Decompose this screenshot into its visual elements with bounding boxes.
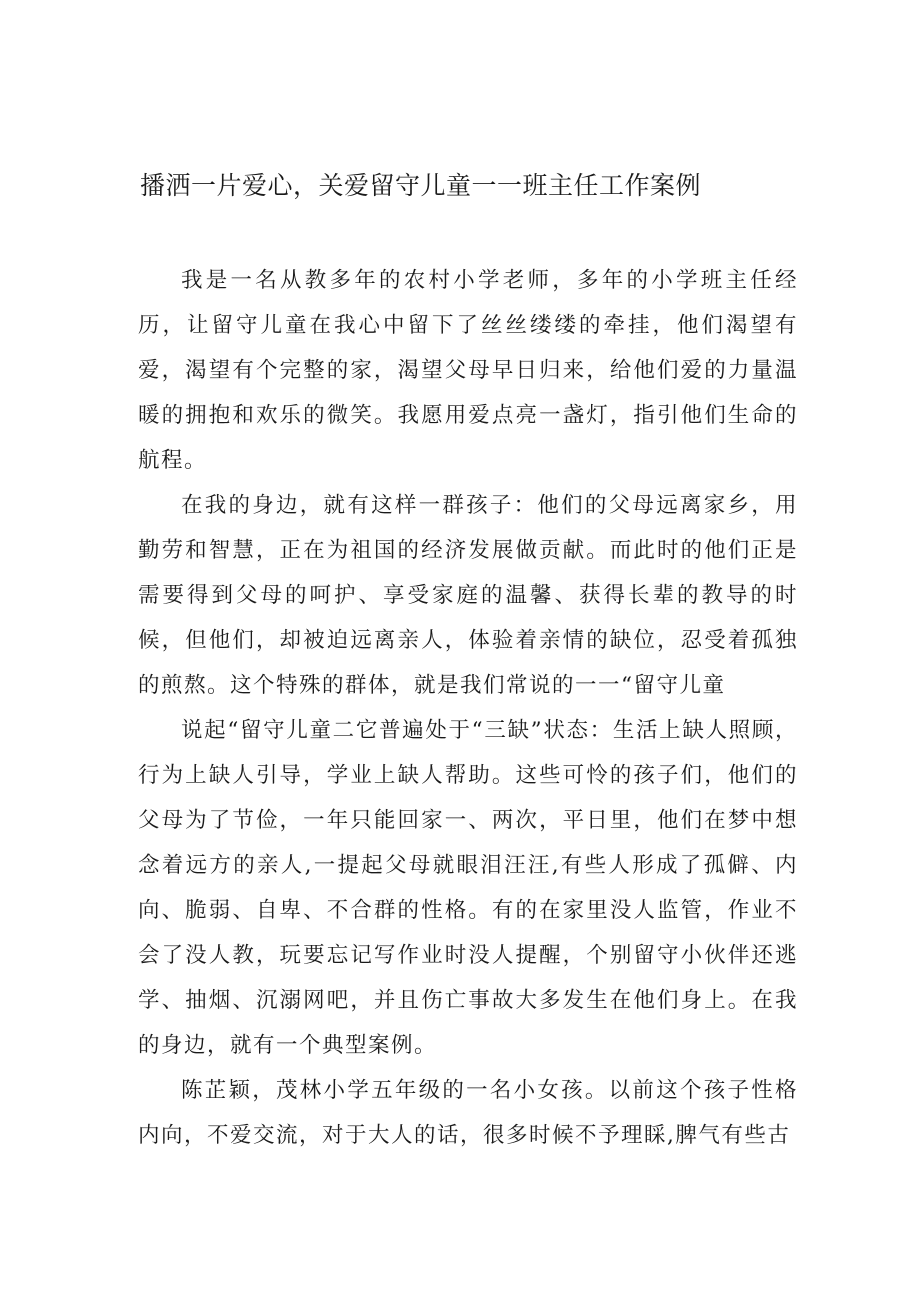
paragraph-3: 说起“留守儿童二它普遍处于“三缺”状态：生活上缺人照顾，行为上缺人引导，学业上缺人帮助。这些可怜的孩子们，他们的父母为了节俭，一年只能回家一、两次，平日里，他们在梦中想念着远方的亲人,一提起父母就眼泪汪汪,有些人形成了孤僻、内向、脆弱、自卑、不合群的性格。有的在家里没人监管，作业不会了没人教，玩要忘记写作业时没人提醒，个别留守小伙伴还逃学、抽烟、沉溺网吧，并且伤亡事故大多发生在他们身上。在我的身边，就有一个典型案例。 xyxy=(138,718,798,1058)
paragraph-1: 我是一名从教多年的农村小学老师，多年的小学班主任经历，让留守儿童在我心中留下了丝丝缕缕的牵挂，他们渴望有爱，渴望有个完整的家，渴望父母早日归来，给他们爱的力量温暖的拥抱和欢乐的微笑。我愿用爱点亮一盏灯，指引他们生命的航程。 xyxy=(138,268,798,473)
paragraph-4: 陈芷颖，茂林小学五年级的一名小女孩。以前这个孩子性格内向，不爱交流，对于大人的话，很多时候不予理睬,脾气有些古 xyxy=(138,1078,798,1148)
document-body xyxy=(138,258,798,1158)
paragraph-2: 在我的身边，就有这样一群孩子：他们的父母远离家乡，用勤劳和智慧，正在为祖国的经济发展做贡献。而此时的他们正是需要得到父母的呵护、享受家庭的温馨、获得长辈的教导的时候，但他们，却被迫远离亲人，体验着亲情的缺位，忍受着孤独的煎熬。这个特殊的群体，就是我们常说的一一“留守儿童 xyxy=(138,493,798,698)
document-title: 播洒一片爱心，关爱留守儿童一一班主任工作案例 xyxy=(140,171,702,200)
